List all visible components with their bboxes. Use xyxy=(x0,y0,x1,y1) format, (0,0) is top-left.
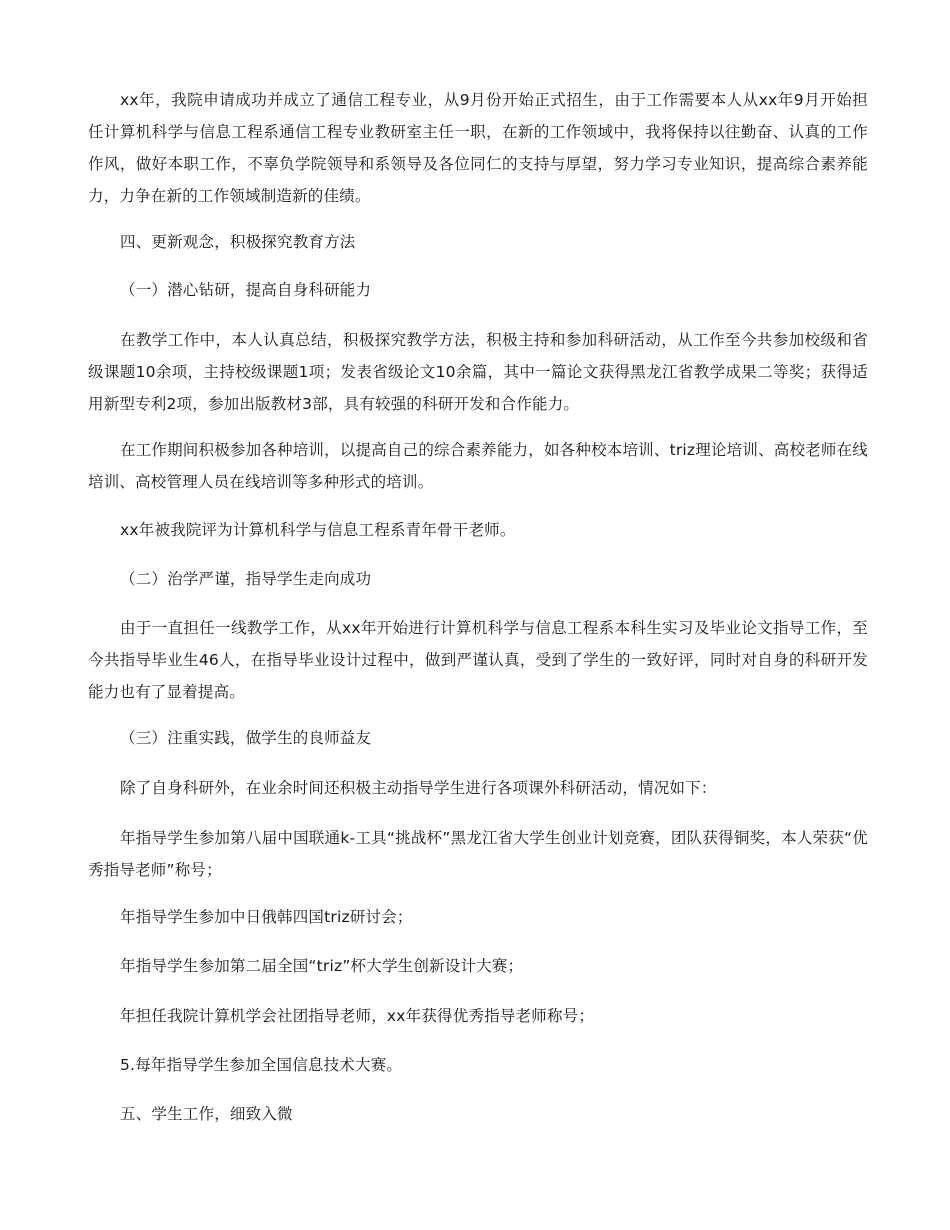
paragraph-extracurricular: 除了自身科研外，在业余时间还积极主动指导学生进行各项课外科研活动，情况如下： xyxy=(120,779,717,797)
paragraph-new-major-role: xx年，我院申请成功并成立了通信工程专业，从9月份开始正式招生，由于工作需要本人从xx年9月开始担任计算机科学与信息工程系通信工程专业教研室主任一职，在新的工作领域中，我将保持以往勤奋、认真的工作作风，做好本职工作，不辜负学院领导和系领导及各位同仁的支持与厚望，努力学习专业知识，提高综合素养能力，力争在新的工作领域制造新的佳绩。 xyxy=(88,91,868,205)
section-heading-4: 四、更新观念，积极探究教育方法 xyxy=(120,233,356,251)
paragraph-thesis-guidance: 由于一直担任一线教学工作，从xx年开始进行计算机科学与信息工程系本科生实习及毕业论文指导工作，至今共指导毕业生46人，在指导毕业设计过程中，做到严谨认真，受到了学生的一致好评，同时对自身的科研开发能力也有了显着提高。 xyxy=(88,619,868,701)
list-item-triz-cup: 年指导学生参加第二届全国“triz”杯大学生创新设计大赛； xyxy=(120,957,524,975)
subsection-heading-2: （二）治学严谨，指导学生走向成功 xyxy=(120,570,372,588)
list-item-society-advisor: 年担任我院计算机学会社团指导老师，xx年获得优秀指导老师称号； xyxy=(120,1007,595,1025)
list-item-challenge-cup: 年指导学生参加第八届中国联通k-工具“挑战杯”黑龙江省大学生创业计划竞赛，团队获得铜奖，本人荣获“优秀指导老师”称号； xyxy=(88,829,868,879)
paragraph-research: 在教学工作中，本人认真总结，积极探究教学方法，积极主持和参加科研活动，从工作至今共参加校级和省级课题10余项，主持校级课题1项；发表省级论文10余篇，其中一篇论文获得黑龙江省教学成果二等奖；获得适用新型专利2项，参加出版教材3部，具有较强的科研开发和合作能力。 xyxy=(88,331,868,413)
section-heading-5: 五、学生工作，细致入微 xyxy=(120,1105,293,1123)
paragraph-training: 在工作期间积极参加各种培训，以提高自己的综合素养能力，如各种校本培训、triz理论培训、高校老师在线培训、高校管理人员在线培训等多种形式的培训。 xyxy=(88,441,868,491)
list-item-it-contest: 5.每年指导学生参加全国信息技术大赛。 xyxy=(120,1056,403,1074)
subsection-heading-1: （一）潜心钻研，提高自身科研能力 xyxy=(120,281,372,299)
subsection-heading-3: （三）注重实践，做学生的良师益友 xyxy=(120,729,372,747)
paragraph-award: xx年被我院评为计算机科学与信息工程系青年骨干老师。 xyxy=(120,521,516,539)
list-item-triz-seminar: 年指导学生参加中日俄韩四国triz研讨会； xyxy=(120,908,413,926)
